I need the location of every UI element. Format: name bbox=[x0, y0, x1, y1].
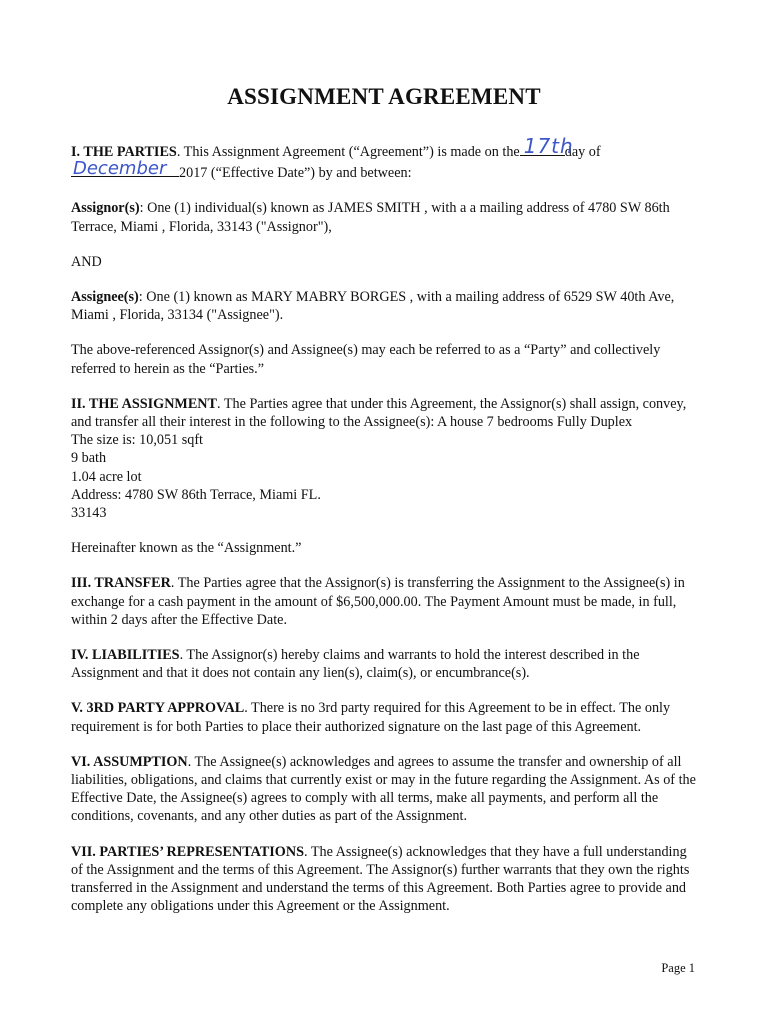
property-detail-line: 33143 bbox=[71, 505, 107, 522]
liabilities-section bbox=[71, 646, 696, 682]
assumption-text: . The Assignee(s) acknowledges and agrees to assume the transfer and ownership of all liabilities, obligations, and claims that currently exist or may in the future regarding the Assignment. As of the Effective Date, the Assignee(s) agrees to comply with all terms, make all payments, and perform all the conditions, covenants, and any other duties as part of the Assignment. bbox=[71, 753, 696, 825]
referenced-paragraph: The above-referenced Assignor(s) and Assignee(s) may each be referred to as a “Party” and collectively referred to herein as the “Parties.” bbox=[71, 342, 661, 377]
document-title: ASSIGNMENT AGREEMENT bbox=[227, 84, 541, 109]
representations-section bbox=[71, 843, 696, 916]
liabilities-text: . The Assignor(s) hereby claims and warrants to hold the interest described in the Assignment and that it does not contain any lien(s), claim(s), or encumbrance(s). bbox=[71, 647, 640, 682]
assignor-paragraph bbox=[71, 199, 696, 235]
representations-heading: VII. PARTIES’ REPRESENTATIONS bbox=[71, 843, 304, 860]
transfer-heading: III. TRANSFER bbox=[71, 575, 171, 592]
property-detail-line: 9 bath bbox=[71, 450, 107, 467]
assignment-text: . The Parties agree that under this Agreement, the Assignor(s) shall assign, convey, and transfer all their interest in the following to the Assignee(s): A house 7 bedrooms Fully Duplex bbox=[71, 395, 687, 431]
and-text: AND bbox=[71, 253, 102, 270]
transfer-section bbox=[71, 574, 696, 629]
day-blank bbox=[520, 133, 574, 158]
handwritten-month: December bbox=[73, 158, 167, 179]
liabilities-heading: IV. LIABILITIES bbox=[71, 647, 180, 664]
month-blank bbox=[71, 158, 179, 179]
assignee-text: : One (1) known as MARY MABRY BORGES , with a mailing address of 6529 SW 40th Ave, Miami , Florida, 33134 ("Assignee"). bbox=[71, 289, 675, 324]
property-detail-line: The size is: 10,051 sqft bbox=[71, 432, 204, 449]
handwritten-day: 17th bbox=[523, 133, 574, 158]
assignee-paragraph bbox=[71, 288, 696, 324]
parties-heading: I. THE PARTIES bbox=[71, 144, 177, 160]
document-body bbox=[71, 133, 696, 933]
parties-intro-text: . This Assignment Agreement (“Agreement”) is made on the bbox=[176, 144, 520, 160]
property-detail-line: Address: 4780 SW 86th Terrace, Miami FL. bbox=[71, 486, 321, 503]
day-of-text: day of bbox=[564, 144, 601, 160]
parties-section bbox=[71, 133, 696, 182]
transfer-text: . The Parties agree that the Assignor(s) is transferring the Assignment to the Assignee(s) in exchange for a cash payment in the amount of $6,500,000.00. The Payment Amount must be made, in full, within 2 days after the Effective Date. bbox=[71, 575, 685, 628]
approval-section bbox=[71, 699, 696, 735]
assignee-label: Assignee(s) bbox=[71, 289, 139, 306]
assignment-section bbox=[71, 395, 696, 522]
effective-date-text: 2017 (“Effective Date”) by and between: bbox=[179, 165, 412, 182]
property-detail-line: 1.04 acre lot bbox=[71, 468, 142, 485]
approval-heading: V. 3RD PARTY APPROVAL bbox=[71, 700, 245, 717]
assignment-heading: II. THE ASSIGNMENT bbox=[71, 395, 217, 412]
page-number: Page 1 bbox=[661, 961, 695, 975]
assumption-heading: VI. ASSUMPTION bbox=[71, 753, 188, 770]
approval-text: . There is no 3rd party required for this Agreement to be in effect. The only requirement is for both Parties to place their authorized signature on the last page of this Agreement. bbox=[71, 700, 671, 735]
assignor-label: Assignor(s) bbox=[71, 200, 140, 217]
assumption-section bbox=[71, 753, 696, 826]
assignor-text: : One (1) individual(s) known as JAMES SMITH , with a a mailing address of 4780 SW 86th Terrace, Miami , Florida, 33143 ("Assignor"), bbox=[71, 200, 670, 235]
representations-text: . The Assignee(s) acknowledges that they have a full understanding of the Assignment and the terms of this Agreement. The Assignor(s) further warrants that they own the rights transferred in the Assignment and understand the terms of this Agreement. Both Parties agree to provide and complete any obligations under this Agreement or the Assignment. bbox=[71, 843, 690, 915]
hereinafter-paragraph: Hereinafter known as the “Assignment.” bbox=[71, 540, 302, 557]
